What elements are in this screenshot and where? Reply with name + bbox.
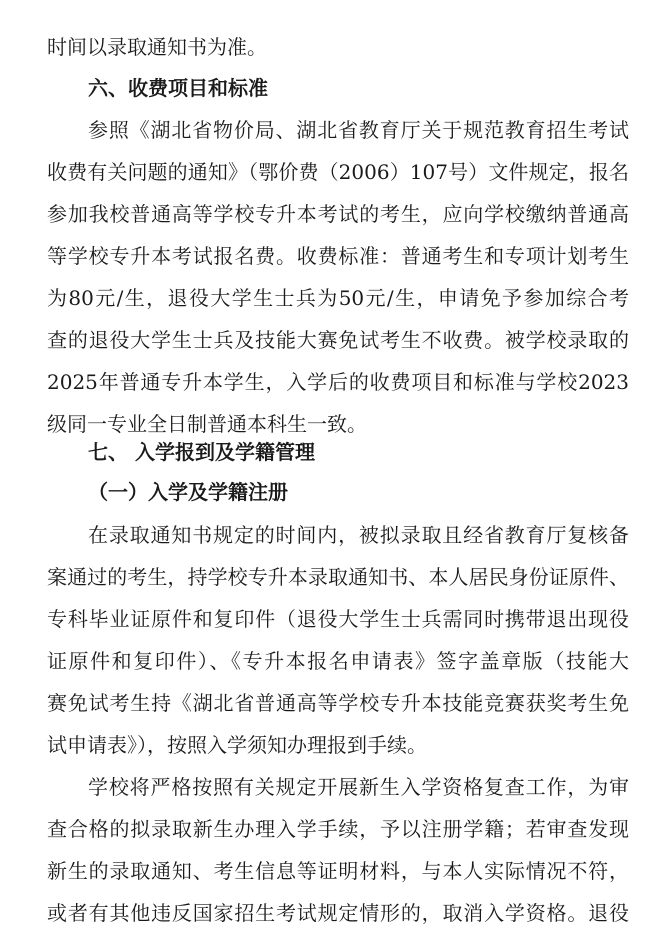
paragraph-line: 收费有关问题的通知》（鄂价费（2006）107号）文件规定，报名 bbox=[47, 160, 629, 184]
paragraph-first-line: 学校将严格按照有关规定开展新生入学资格复查工作，为审 bbox=[88, 775, 629, 799]
paragraph-line: 查合格的拟录取新生办理入学手续，予以注册学籍；若审查发现 bbox=[47, 817, 629, 841]
paragraph-first-line: 参照《湖北省物价局、湖北省教育厅关于规范教育招生考试 bbox=[88, 118, 629, 142]
paragraph-line: 参加我校普通高等学校专升本考试的考生，应向学校缴纳普通高 bbox=[47, 202, 629, 226]
section-heading: 七、 入学报到及学籍管理 bbox=[88, 440, 315, 464]
paragraph-line: 为80元/生，退役大学生士兵为50元/生，申请免予参加综合考 bbox=[47, 286, 629, 310]
paragraph-line: 2025年普通专升本学生，入学后的收费项目和标准与学校2023 bbox=[47, 370, 629, 394]
paragraph-line: 案通过的考生，持学校专升本录取通知书、本人居民身份证原件、 bbox=[47, 565, 629, 589]
paragraph-last-line: 试申请表》），按照入学须知办理报到手续。 bbox=[47, 733, 427, 757]
paragraph-last-line: 级同一专业全日制普通本科生一致。 bbox=[47, 412, 367, 436]
paragraph-line: 等学校专升本考试报名费。收费标准：普通考生和专项计划考生 bbox=[47, 244, 629, 268]
section-heading: （一）入学及学籍注册 bbox=[88, 480, 288, 504]
paragraph-line: 证原件和复印件）、《专升本报名申请表》签字盖章版（技能大 bbox=[47, 649, 629, 673]
paragraph-line: 查的退役大学生士兵及技能大赛免试考生不收费。被学校录取的 bbox=[47, 328, 629, 352]
paragraph-line: 赛免试考生持《湖北省普通高等学校专升本技能竞赛获奖考生免 bbox=[47, 691, 629, 715]
paragraph-line: 新生的录取通知、考生信息等证明材料，与本人实际情况不符， bbox=[47, 859, 629, 883]
paragraph-line: 专科毕业证原件和复印件（退役大学生士兵需同时携带退出现役 bbox=[47, 607, 629, 631]
paragraph-line: 或者有其他违反国家招生考试规定情形的，取消入学资格。退役 bbox=[47, 901, 629, 925]
paragraph-last-line: 时间以录取通知书为准。 bbox=[47, 35, 267, 59]
paragraph-first-line: 在录取通知书规定的时间内，被拟录取且经省教育厅复核备 bbox=[88, 523, 629, 547]
section-heading: 六、收费项目和标准 bbox=[88, 76, 268, 100]
